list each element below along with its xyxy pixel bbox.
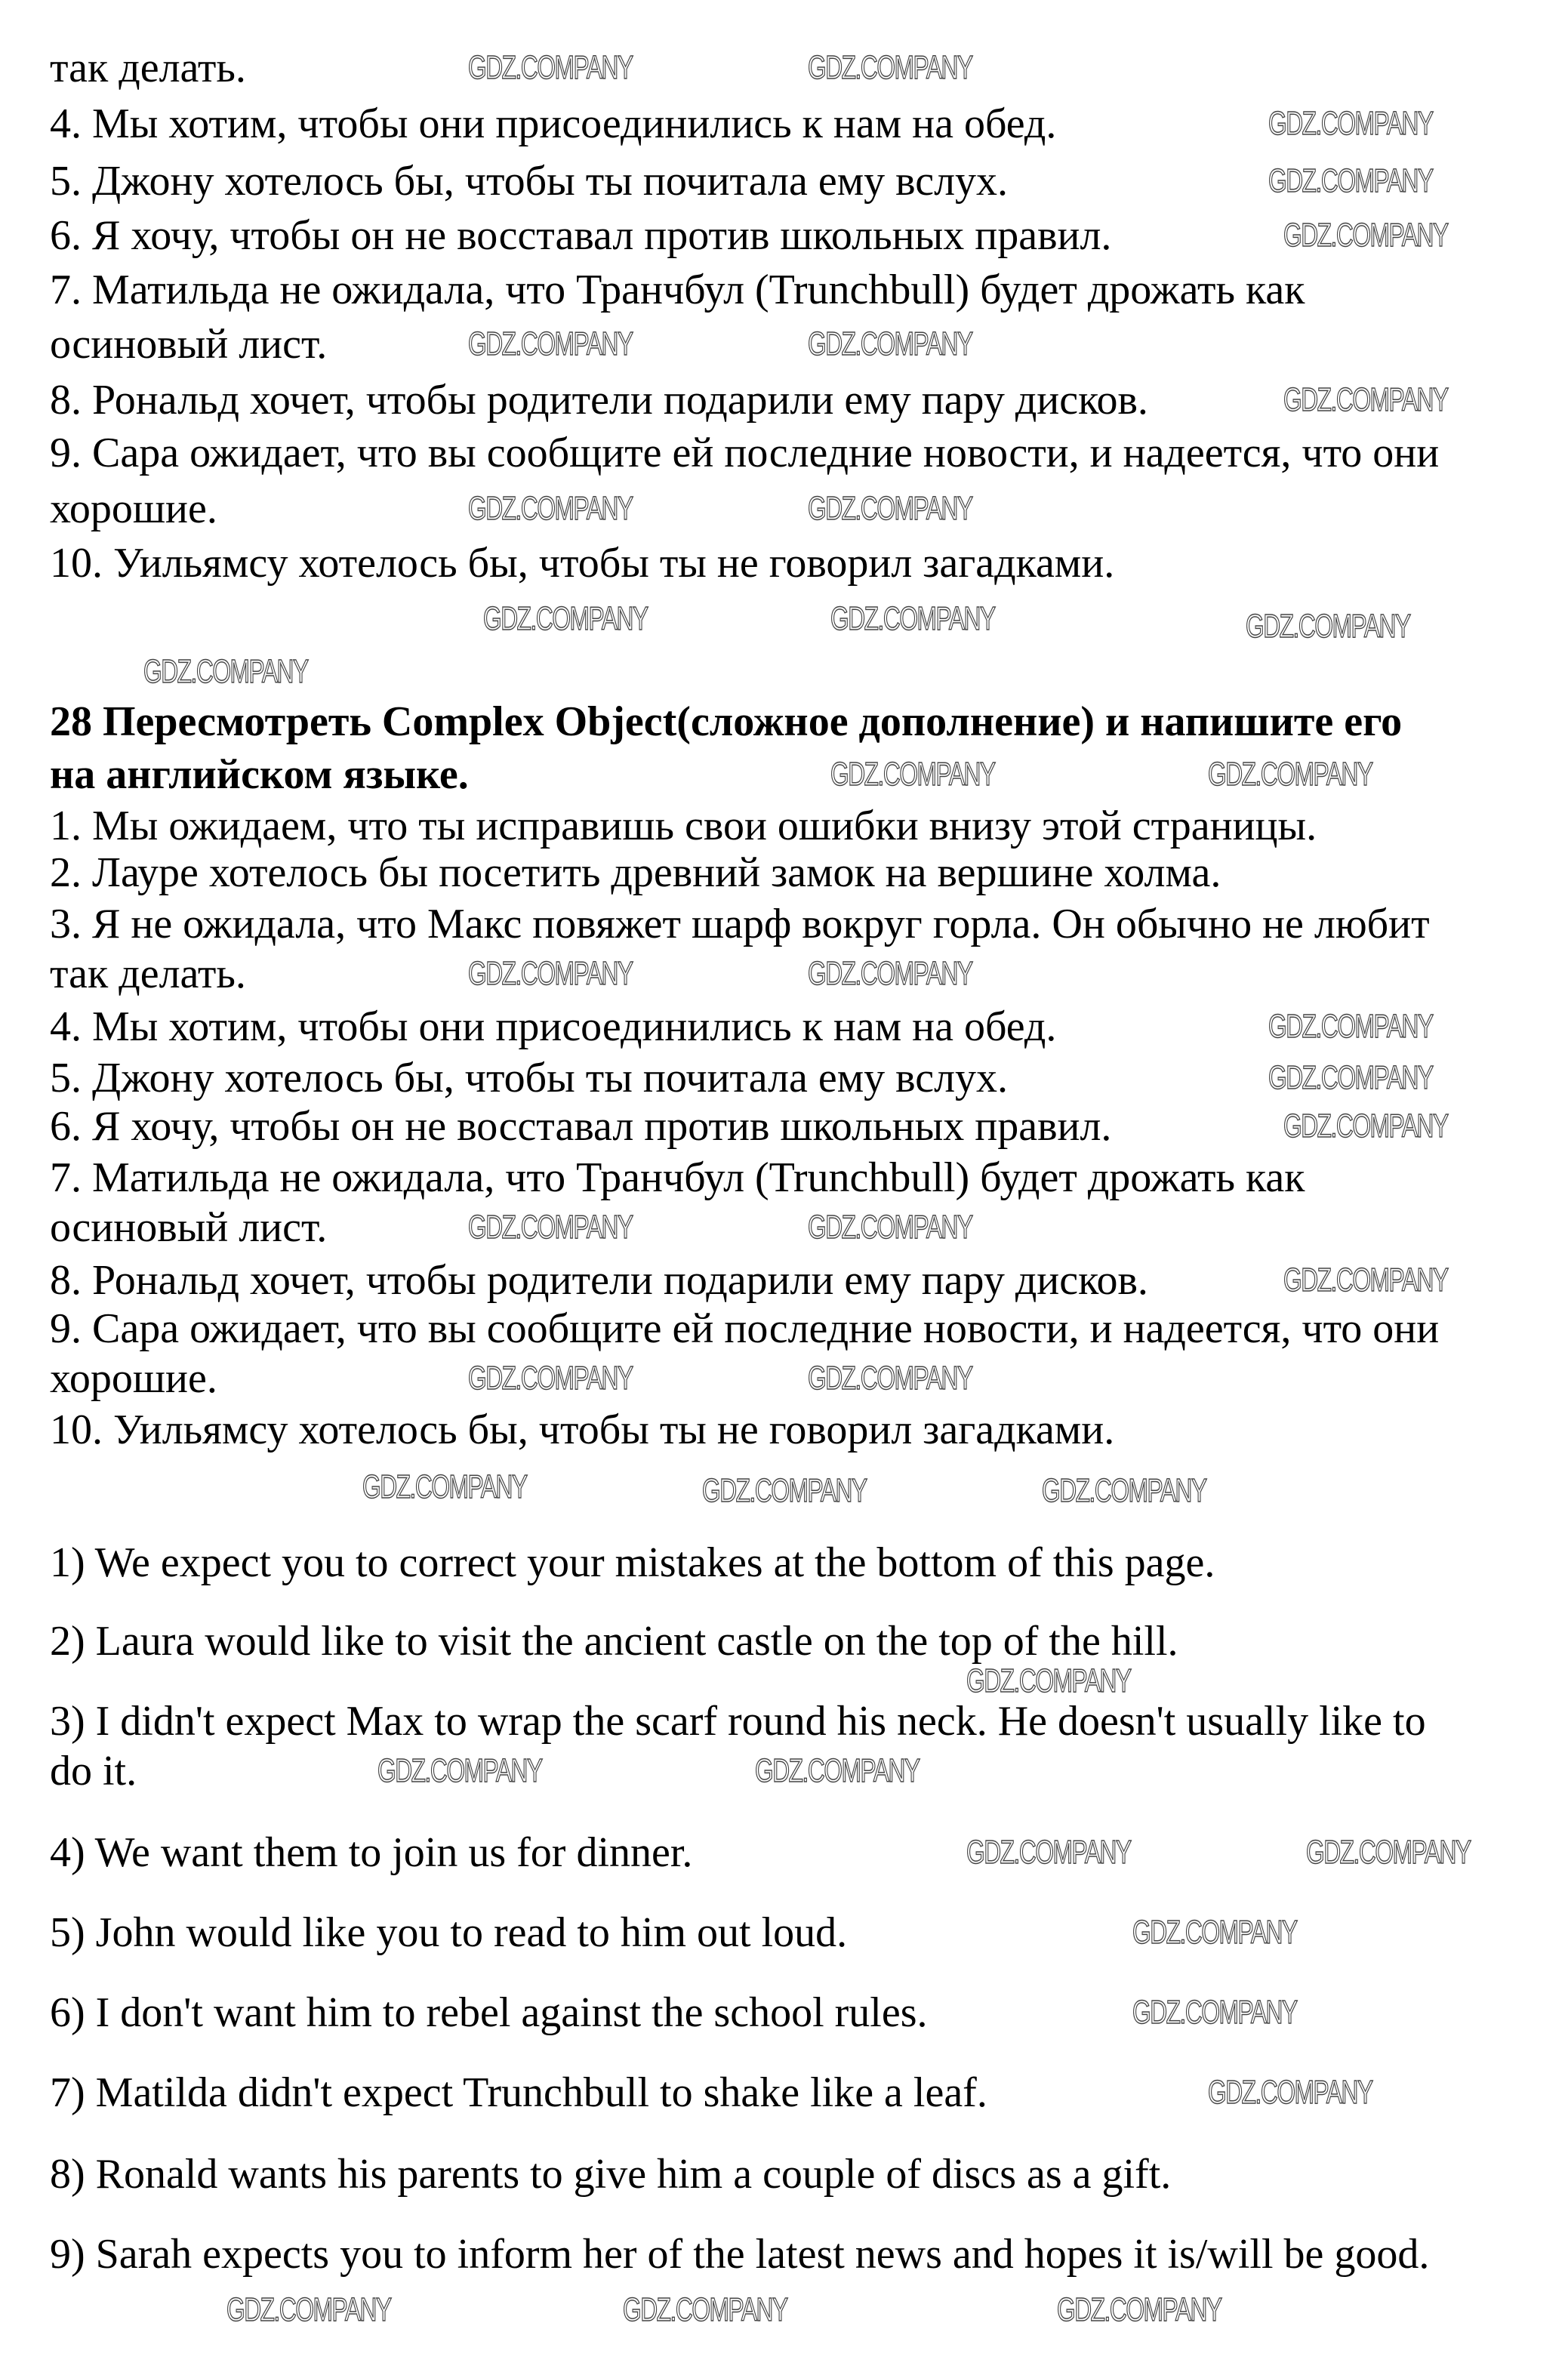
text-line: осиновый лист. (50, 321, 328, 368)
watermark: GDZ.COMPANY (1057, 2291, 1221, 2328)
text-line: 5. Джону хотелось бы, чтобы ты почитала ему вслух. (50, 158, 1009, 205)
answer-line: 4) We want them to join us for dinner. (50, 1829, 693, 1876)
watermark: GDZ.COMPANY (966, 1662, 1131, 1699)
exercise-line: 10. Уильямсу хотелось бы, чтобы ты не говорил загадками. (50, 1406, 1115, 1453)
text-line: 10. Уильямсу хотелось бы, чтобы ты не говорил загадками. (50, 540, 1115, 587)
watermark: GDZ.COMPANY (468, 325, 633, 362)
watermark: GDZ.COMPANY (808, 955, 972, 992)
watermark: GDZ.COMPANY (1283, 1262, 1448, 1298)
watermark: GDZ.COMPANY (468, 49, 633, 86)
watermark: GDZ.COMPANY (483, 600, 648, 637)
watermark: GDZ.COMPANY (362, 1468, 527, 1505)
watermark: GDZ.COMPANY (1042, 1472, 1206, 1509)
text-line: хорошие. (50, 485, 217, 532)
answer-line: 9) Sarah expects you to inform her of the latest news and hopes it is/will be good. (50, 2231, 1430, 2278)
watermark: GDZ.COMPANY (623, 2291, 787, 2328)
answer-line: 1) We expect you to correct your mistakes at the bottom of this page. (50, 1539, 1215, 1586)
watermark: GDZ.COMPANY (808, 1209, 972, 1246)
text-line: 6. Я хочу, чтобы он не восставал против школьных правил. (50, 212, 1112, 259)
answer-line: 5) John would like you to read to him out loud. (50, 1909, 848, 1956)
watermark: GDZ.COMPANY (1283, 1107, 1448, 1144)
text-line: 9. Сара ожидает, что вы сообщите ей последние новости, и надеется, что они (50, 430, 1440, 476)
answer-line: 6) I don't want him to rebel against the school rules. (50, 1989, 928, 2036)
exercise-line: 4. Мы хотим, чтобы они присоединились к нам на обед. (50, 1003, 1057, 1050)
exercise-line: 2. Лауре хотелось бы посетить древний замок на вершине холма. (50, 849, 1221, 896)
watermark: GDZ.COMPANY (1268, 1008, 1433, 1045)
watermark: GDZ.COMPANY (1283, 381, 1448, 418)
watermark: GDZ.COMPANY (808, 490, 972, 527)
exercise-heading: на английском языке. (50, 751, 469, 798)
watermark: GDZ.COMPANY (1208, 2074, 1372, 2111)
text-line: 4. Мы хотим, чтобы они присоединились к нам на обед. (50, 100, 1057, 147)
watermark: GDZ.COMPANY (830, 600, 995, 637)
watermark: GDZ.COMPANY (377, 1752, 542, 1789)
exercise-line: так делать. (50, 950, 246, 997)
answer-line: 3) I didn't expect Max to wrap the scarf round his neck. He doesn't usually like to (50, 1698, 1426, 1745)
watermark: GDZ.COMPANY (1132, 1994, 1297, 2031)
text-line: 8. Рональд хочет, чтобы родители подарили ему пару дисков. (50, 377, 1148, 424)
watermark: GDZ.COMPANY (1246, 608, 1410, 645)
watermark: GDZ.COMPANY (1268, 1059, 1433, 1096)
exercise-line: 9. Сара ожидает, что вы сообщите ей последние новости, и надеется, что они (50, 1305, 1440, 1352)
watermark: GDZ.COMPANY (1283, 217, 1448, 254)
exercise-line: осиновый лист. (50, 1204, 328, 1251)
exercise-line: 5. Джону хотелось бы, чтобы ты почитала ему вслух. (50, 1055, 1009, 1101)
answer-line: do it. (50, 1748, 137, 1794)
watermark: GDZ.COMPANY (1132, 1914, 1297, 1951)
answer-line: 2) Laura would like to visit the ancient castle on the top of the hill. (50, 1618, 1178, 1665)
watermark: GDZ.COMPANY (468, 955, 633, 992)
watermark: GDZ.COMPANY (808, 325, 972, 362)
watermark: GDZ.COMPANY (830, 756, 995, 793)
exercise-line: 7. Матильда не ожидала, что Транчбул (Trunchbull) будет дрожать как (50, 1154, 1305, 1201)
watermark: GDZ.COMPANY (1306, 1834, 1471, 1871)
exercise-line: хорошие. (50, 1355, 217, 1402)
watermark: GDZ.COMPANY (755, 1752, 920, 1789)
exercise-line: 3. Я не ожидала, что Макс повяжет шарф вокруг горла. Он обычно не любит (50, 901, 1430, 947)
watermark: GDZ.COMPANY (226, 2291, 391, 2328)
watermark: GDZ.COMPANY (1268, 162, 1433, 199)
watermark: GDZ.COMPANY (808, 1360, 972, 1397)
watermark: GDZ.COMPANY (1208, 756, 1372, 793)
watermark: GDZ.COMPANY (966, 1834, 1131, 1871)
exercise-heading: 28 Пересмотреть Complex Object(сложное дополнение) и напишите его (50, 698, 1403, 745)
watermark: GDZ.COMPANY (702, 1472, 867, 1509)
watermark: GDZ.COMPANY (808, 49, 972, 86)
watermark: GDZ.COMPANY (468, 490, 633, 527)
watermark: GDZ.COMPANY (1268, 105, 1433, 142)
watermark: GDZ.COMPANY (468, 1209, 633, 1246)
text-line: так делать. (50, 45, 246, 91)
answer-line: 8) Ronald wants his parents to give him a couple of discs as a gift. (50, 2151, 1172, 2198)
answer-line: 7) Matilda didn't expect Trunchbull to shake like a leaf. (50, 2069, 987, 2116)
text-line: 7. Матильда не ожидала, что Транчбул (Trunchbull) будет дрожать как (50, 266, 1305, 313)
watermark: GDZ.COMPANY (468, 1360, 633, 1397)
exercise-line: 6. Я хочу, чтобы он не восставал против школьных правил. (50, 1103, 1112, 1150)
exercise-line: 8. Рональд хочет, чтобы родители подарили ему пару дисков. (50, 1257, 1148, 1304)
exercise-line: 1. Мы ожидаем, что ты исправишь свои ошибки внизу этой страницы. (50, 803, 1317, 849)
watermark: GDZ.COMPANY (143, 653, 308, 690)
